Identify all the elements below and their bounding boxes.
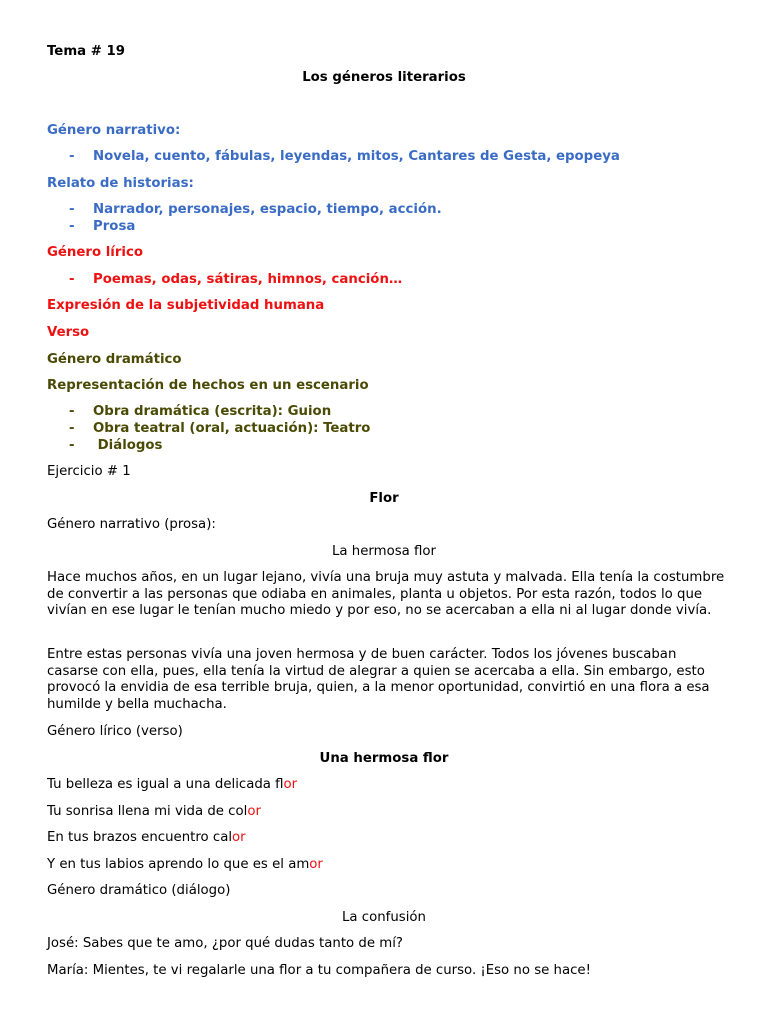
bullet-dash: - [69, 202, 75, 217]
verse-rhyme: or [283, 777, 298, 792]
bullet-dash: - [69, 149, 75, 164]
bullet-dash: - [69, 421, 75, 436]
prose-paragraph-1: Hace muchos años, en un lugar lejano, vivía una bruja muy astuta y malvada. Ella tenía la costumbre de convertir a las personas que odiaba en animales, planta u objetos. Por esta razón, todos lo que vivían en ese lugar le tenían mucho miedo y por eso, no se acercaban a ella ni al lugar donde vivía. [47, 570, 725, 619]
dramatic-heading: Género dramático [47, 352, 182, 367]
lyric-line-2: Verso [47, 325, 90, 340]
verse-line-4 [47, 856, 323, 873]
verse-text: Tu sonrisa llena mi vida de col [47, 804, 248, 819]
bullet-dash: - [69, 219, 75, 234]
narrative-subheading: Relato de historias: [47, 176, 194, 191]
bullet-text: Novela, cuento, fábulas, leyendas, mitos, Cantares de Gesta, epopeya [93, 149, 620, 164]
verse-line-3 [47, 829, 246, 846]
verse-label: Género lírico (verso) [47, 724, 183, 739]
verse-rhyme: or [232, 830, 246, 845]
bullet-text: Obra dramática (escrita): Guion [93, 404, 332, 419]
verse-text: Y en tus labios aprendo lo que es el am [47, 857, 310, 872]
bullet-text: Narrador, personajes, espacio, tiempo, acción. [93, 202, 442, 217]
lyric-line-1: Expresión de la subjetividad humana [47, 298, 325, 313]
bullet-dash: - [69, 404, 75, 419]
bullet-dash: - [69, 272, 75, 287]
narrative-heading: Género narrativo: [47, 123, 181, 138]
verse-text: En tus brazos encuentro cal [47, 830, 233, 845]
verse-text: Tu belleza es igual a una delicada fl [47, 777, 284, 792]
exercise-label: Ejercicio # 1 [47, 464, 131, 479]
topic-number: Tema # 19 [47, 44, 126, 59]
verse-line-1 [47, 776, 297, 793]
document-title: Los géneros literarios [302, 70, 466, 85]
bullet-text: Diálogos [93, 438, 163, 453]
prose-title: La hermosa flor [332, 544, 436, 559]
lyric-heading: Género lírico [47, 245, 143, 260]
verse-rhyme: or [309, 857, 323, 872]
verse-line-2 [47, 803, 261, 820]
prose-paragraph-2: Entre estas personas vivía una joven hermosa y de buen carácter. Todos los jóvenes buscaban casarse con ella, pues, ella tenía la virtud de alegrar a quien se acercaba a ella. Sin embargo, esto provocó la envidia de esa terrible bruja, quien, a la menor oportunidad, convirtió en una flora a esa humilde y bella muchacha. [47, 647, 710, 712]
bullet-text: Prosa [93, 219, 136, 234]
dramatic-subheading: Representación de hechos en un escenario [47, 378, 369, 393]
dialogue-label: Género dramático (diálogo) [47, 883, 231, 898]
verse-title: Una hermosa flor [319, 751, 449, 766]
dialogue-line-2: María: Mientes, te vi regalarle una flor a tu compañera de curso. ¡Eso no se hace! [47, 963, 591, 978]
dialogue-line-1: José: Sabes que te amo, ¿por qué dudas tanto de mí? [47, 936, 403, 951]
exercise-theme: Flor [369, 491, 399, 506]
bullet-text: Obra teatral (oral, actuación): Teatro [93, 421, 371, 436]
bullet-text: Poemas, odas, sátiras, himnos, canción… [93, 272, 403, 287]
prose-label: Género narrativo (prosa): [47, 517, 216, 532]
verse-rhyme: or [247, 804, 261, 819]
dialogue-title: La confusión [342, 910, 426, 925]
bullet-dash: - [69, 438, 75, 453]
